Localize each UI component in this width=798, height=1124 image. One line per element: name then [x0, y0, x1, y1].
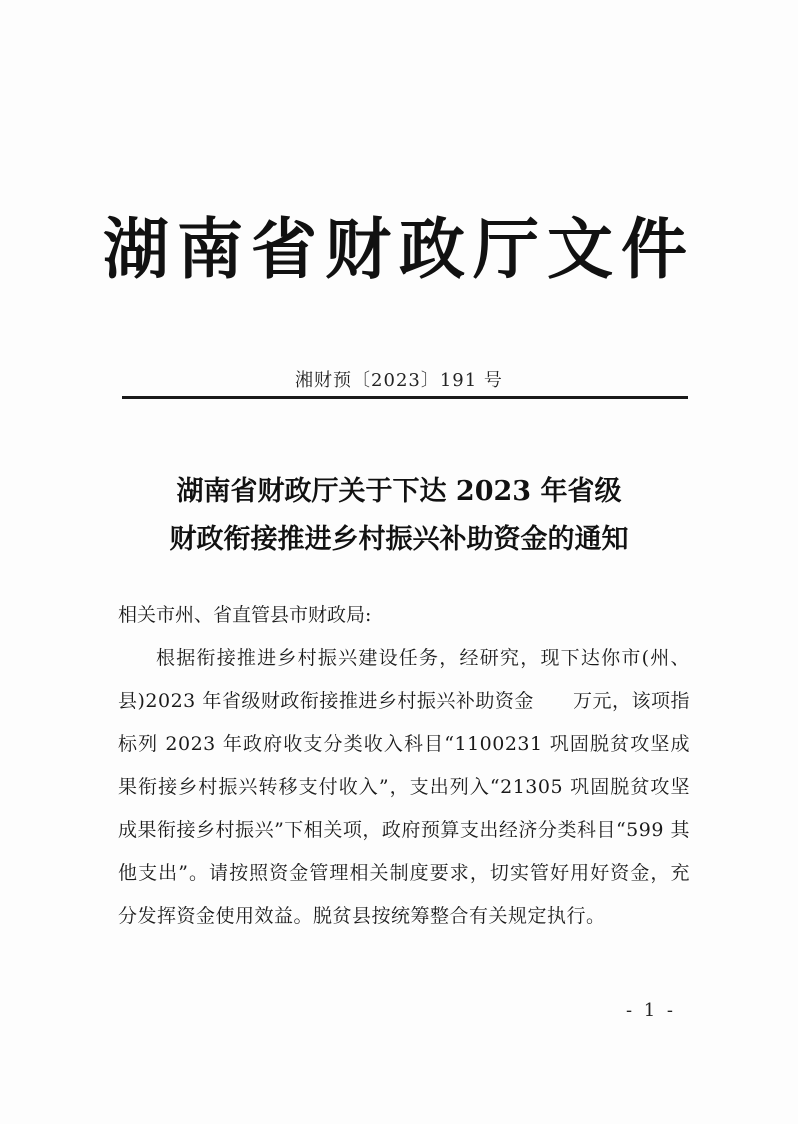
- page-number: - 1 -: [625, 1000, 676, 1021]
- header-divider: [122, 396, 688, 399]
- notice-title: [0, 468, 798, 564]
- notice-title-line-1: 湖南省财政厅关于下达 2023 年省级: [176, 476, 622, 507]
- notice-body: [118, 594, 690, 938]
- body-paragraph: 根据衔接推进乡村振兴建设任务，经研究，现下达你市(州、县)2023 年省级财政衔接推进乡村振兴补助资金 万元，该项指标列 2023 年政府收支分类收入科目“1100231 巩固脱贫攻坚成果衔接乡村振兴转移支付收入”，支出列入“21305 巩固脱贫攻坚成果衔接乡村振兴”下相关项，政府预算支出经济分类科目“599 其他支出”。请按照资金管理相关制度要求，切实管好用好资金，充分发挥资金使用效益。脱贫县按统筹整合有关规定执行。: [118, 647, 690, 927]
- addressee: 相关市州、省直管县市财政局:: [118, 604, 372, 626]
- document-number: 湘财预〔2023〕191 号: [295, 370, 503, 391]
- document-header-title: 湖南省财政厅文件: [103, 210, 695, 288]
- notice-title-line-2: 财政衔接推进乡村振兴补助资金的通知: [169, 524, 629, 555]
